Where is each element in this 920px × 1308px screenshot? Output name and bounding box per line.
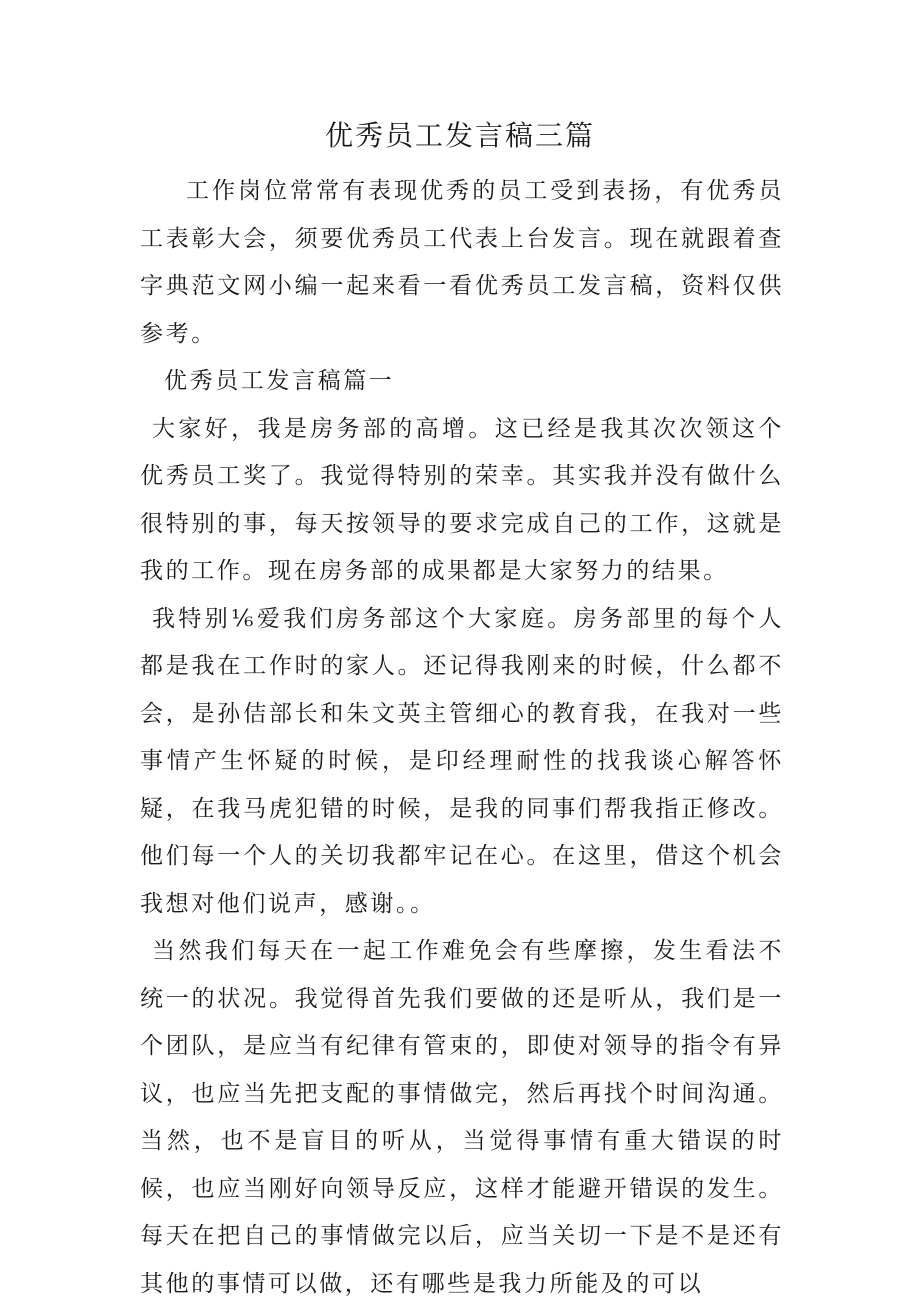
body-paragraph: 当然我们每天在一起工作难免会有些摩擦，发生看法不统一的状况。我觉得首先我们要做的还是听从，我们是一个团队，是应当有纪律有管束的，即使对领导的指令有异议，也应当先把支配的事情做完，然后再找个时间沟通。当然，也不是盲目的听从，当觉得事情有重大错误的时候，也应当刚好向领导反应，这样才能避开错误的发生。每天在把自己的事情做完以后，应当关切一下是不是还有其他的事情可以做，还有哪些是我力所能及的可以 bbox=[140, 938, 784, 1297]
body-paragraph: 我特别⅙爱我们房务部这个大家庭。房务部里的每个人都是我在工作时的家人。还记得我刚来的时候，什么都不会，是孙佶部长和朱文英主管细心的教育我，在我对一些事情产生怀疑的时候，是印经理耐性的找我谈心解答怀疑，在我马虎犯错的时候，是我的同事们帮我指正修改。他们每一个人的关切我都牢记在心。在这里，借这个机会我想对他们说声，感谢。。 bbox=[140, 605, 784, 917]
intro-paragraph: 工作岗位常常有表现优秀的员工受到表扬，有优秀员工表彰大会，须要优秀员工代表上台发言。现在就跟着查字典范文网小编一起来看一看优秀员工发言稿，资料仅供参考。 bbox=[140, 178, 784, 347]
body-paragraph: 大家好，我是房务部的高增。这已经是我其次次领这个优秀员工奖了。我觉得特别的荣幸。其实我并没有做什么很特别的事，每天按领导的要求完成自己的工作，这就是我的工作。现在房务部的成果都是大家努力的结果。 bbox=[140, 415, 784, 584]
section-heading: 优秀员工发言稿篇一 bbox=[164, 368, 395, 394]
document-title: 优秀员工发言稿三篇 bbox=[324, 119, 595, 152]
document-body bbox=[140, 168, 784, 1308]
